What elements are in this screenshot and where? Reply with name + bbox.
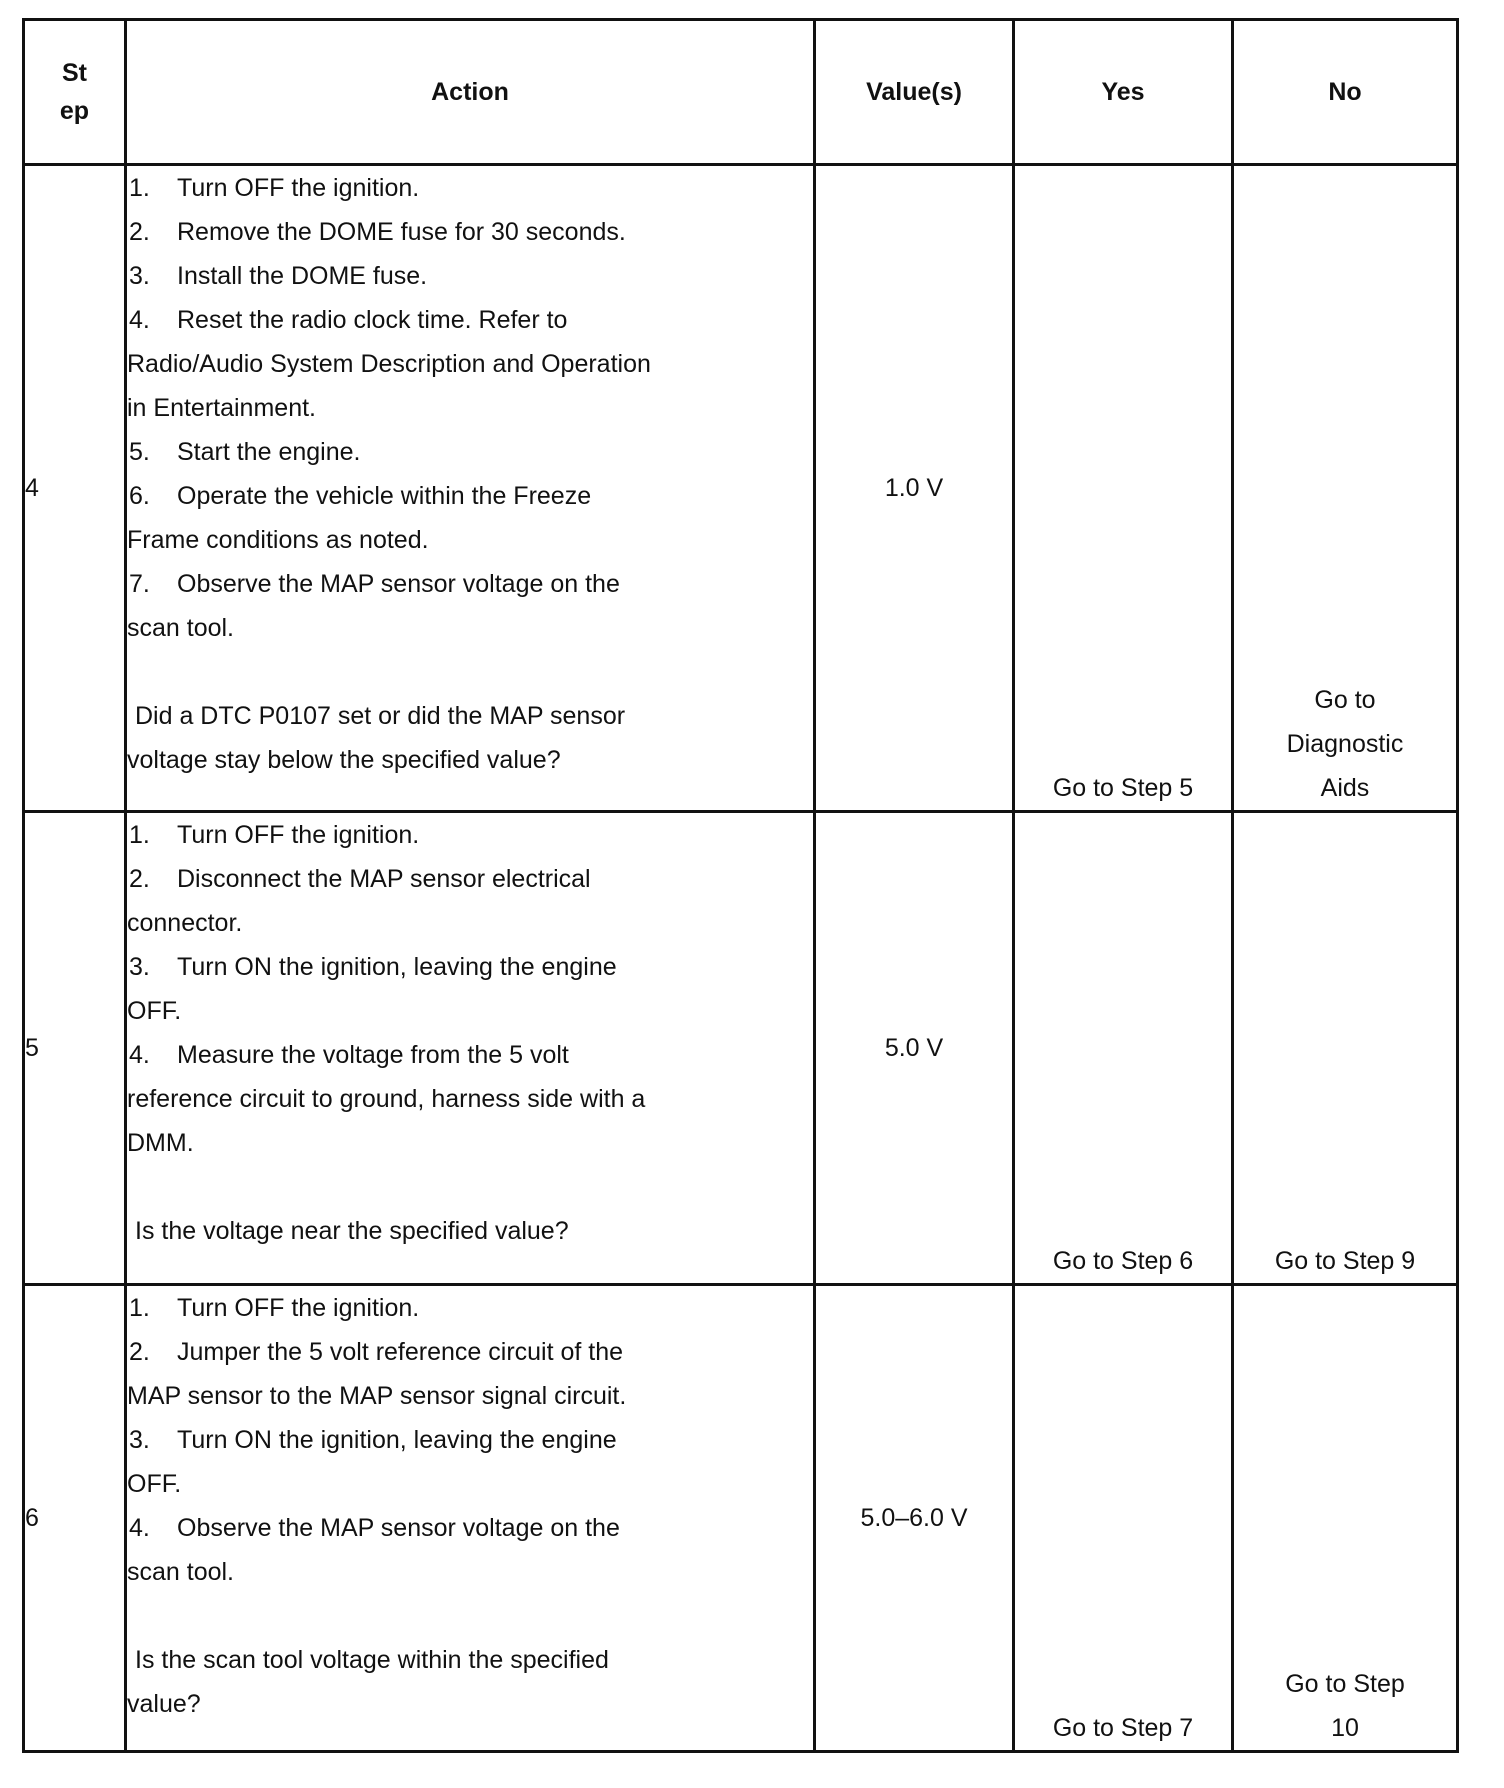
header-no: No (1233, 20, 1458, 165)
step-item-text: scan tool. (127, 614, 235, 642)
action-question: Did a DTC P0107 set or did the MAP sensor (135, 702, 626, 730)
no-result-text: Go to (1314, 686, 1376, 714)
action-step-line (127, 1330, 813, 1374)
action-step-line (127, 1506, 813, 1550)
action-step-line (127, 386, 813, 430)
action-step-line (127, 813, 813, 857)
step-item-text: Turn OFF the ignition. (177, 174, 420, 202)
step-item-text: Install the DOME fuse. (177, 262, 428, 290)
action-step-line (127, 210, 813, 254)
step-item-number: 1. (129, 174, 150, 202)
no-result-text: Go to Step 9 (1274, 1247, 1416, 1275)
step-item-text: Measure the voltage from the 5 volt (177, 1041, 569, 1069)
action-step-line (127, 518, 813, 562)
action-step-line (127, 989, 813, 1033)
action-step-line (127, 1077, 813, 1121)
step-item-number: 3. (129, 262, 150, 290)
header-step (24, 20, 126, 165)
step-item-number: 4. (129, 1041, 150, 1069)
table-row (24, 165, 1458, 812)
step-item-text: Observe the MAP sensor voltage on the (177, 1514, 620, 1542)
step-item-number: 2. (129, 218, 150, 246)
step-item-text: DMM. (127, 1129, 194, 1157)
step-item-text: Reset the radio clock time. Refer to (177, 306, 568, 334)
yes-cell (1014, 812, 1233, 1285)
action-step-line (127, 1286, 813, 1330)
action-cell (126, 1285, 815, 1752)
action-cell (126, 165, 815, 812)
step-item-text: Observe the MAP sensor voltage on the (177, 570, 620, 598)
step-item-text: scan tool. (127, 1558, 235, 1586)
table-row (24, 1285, 1458, 1752)
header-yes: Yes (1014, 20, 1233, 165)
action-step-line (127, 1033, 813, 1077)
step-item-number: 4. (129, 306, 150, 334)
step-item-text: Operate the vehicle within the Freeze (177, 482, 592, 510)
step-item-number: 4. (129, 1514, 150, 1542)
action-question-cont: voltage stay below the specified value? (127, 746, 561, 774)
header-values: Value(s) (815, 20, 1014, 165)
step-item-text: connector. (127, 909, 243, 937)
header-step-line2: ep (59, 97, 90, 125)
step-item-number: 3. (129, 1426, 150, 1454)
action-step-line (127, 474, 813, 518)
step-item-number: 6. (129, 482, 150, 510)
no-result-text: Diagnostic (1286, 730, 1404, 758)
step-item-number: 1. (129, 821, 150, 849)
action-step-line (127, 1374, 813, 1418)
step-item-text: Start the engine. (177, 438, 361, 466)
action-question: Is the scan tool voltage within the specified (135, 1646, 609, 1674)
action-step-line (127, 562, 813, 606)
header-step-line1: St (62, 59, 87, 87)
step-item-text: Disconnect the MAP sensor electrical (177, 865, 591, 893)
no-cell (1233, 165, 1458, 812)
action-step-line (127, 342, 813, 386)
action-step-line (127, 606, 813, 650)
step-number: 5 (24, 812, 126, 1285)
action-step-line (127, 1550, 813, 1594)
action-cell (126, 812, 815, 1285)
yes-cell (1014, 165, 1233, 812)
step-item-text: Remove the DOME fuse for 30 seconds. (177, 218, 626, 246)
step-item-text: reference circuit to ground, harness side with a (127, 1085, 646, 1113)
value-cell: 5.0 V (815, 812, 1014, 1285)
step-number: 4 (24, 165, 126, 812)
no-result-text: Go to Step (1285, 1670, 1405, 1698)
action-step-line (127, 430, 813, 474)
no-result-text: Aids (1320, 774, 1370, 802)
yes-result-text: Go to Step 7 (1052, 1714, 1194, 1742)
action-step-line (127, 945, 813, 989)
no-cell (1233, 1285, 1458, 1752)
step-item-text: Radio/Audio System Description and Operation (127, 350, 651, 378)
action-step-line (127, 1121, 813, 1165)
step-item-text: Turn OFF the ignition. (177, 1294, 420, 1322)
step-item-text: in Entertainment. (127, 394, 316, 422)
step-item-text: OFF. (127, 997, 182, 1025)
action-step-line (127, 1418, 813, 1462)
diagnostic-table (22, 18, 1459, 1753)
step-item-number: 3. (129, 953, 150, 981)
yes-result-text: Go to Step 6 (1052, 1247, 1194, 1275)
step-item-number: 1. (129, 1294, 150, 1322)
step-item-number: 7. (129, 570, 150, 598)
action-step-line (127, 166, 813, 210)
yes-cell (1014, 1285, 1233, 1752)
header-action: Action (126, 20, 815, 165)
value-cell: 5.0–6.0 V (815, 1285, 1014, 1752)
header-row (24, 20, 1458, 165)
step-number: 6 (24, 1285, 126, 1752)
action-step-line (127, 298, 813, 342)
step-item-text: Jumper the 5 volt reference circuit of the (177, 1338, 624, 1366)
action-step-line (127, 254, 813, 298)
no-result-text: 10 (1331, 1714, 1359, 1742)
step-item-text: MAP sensor to the MAP sensor signal circuit. (127, 1382, 627, 1410)
step-item-number: 2. (129, 865, 150, 893)
step-item-text: Frame conditions as noted. (127, 526, 429, 554)
action-step-line (127, 901, 813, 945)
step-item-text: Turn OFF the ignition. (177, 821, 420, 849)
no-cell (1233, 812, 1458, 1285)
action-question-cont: value? (127, 1690, 201, 1718)
value-cell: 1.0 V (815, 165, 1014, 812)
action-question: Is the voltage near the specified value? (135, 1217, 569, 1245)
table-row (24, 812, 1458, 1285)
step-item-number: 5. (129, 438, 150, 466)
step-item-text: Turn ON the ignition, leaving the engine (177, 953, 617, 981)
step-item-text: Turn ON the ignition, leaving the engine (177, 1426, 617, 1454)
action-step-line (127, 857, 813, 901)
yes-result-text: Go to Step 5 (1052, 774, 1194, 802)
step-item-text: OFF. (127, 1470, 182, 1498)
action-step-line (127, 1462, 813, 1506)
step-item-number: 2. (129, 1338, 150, 1366)
